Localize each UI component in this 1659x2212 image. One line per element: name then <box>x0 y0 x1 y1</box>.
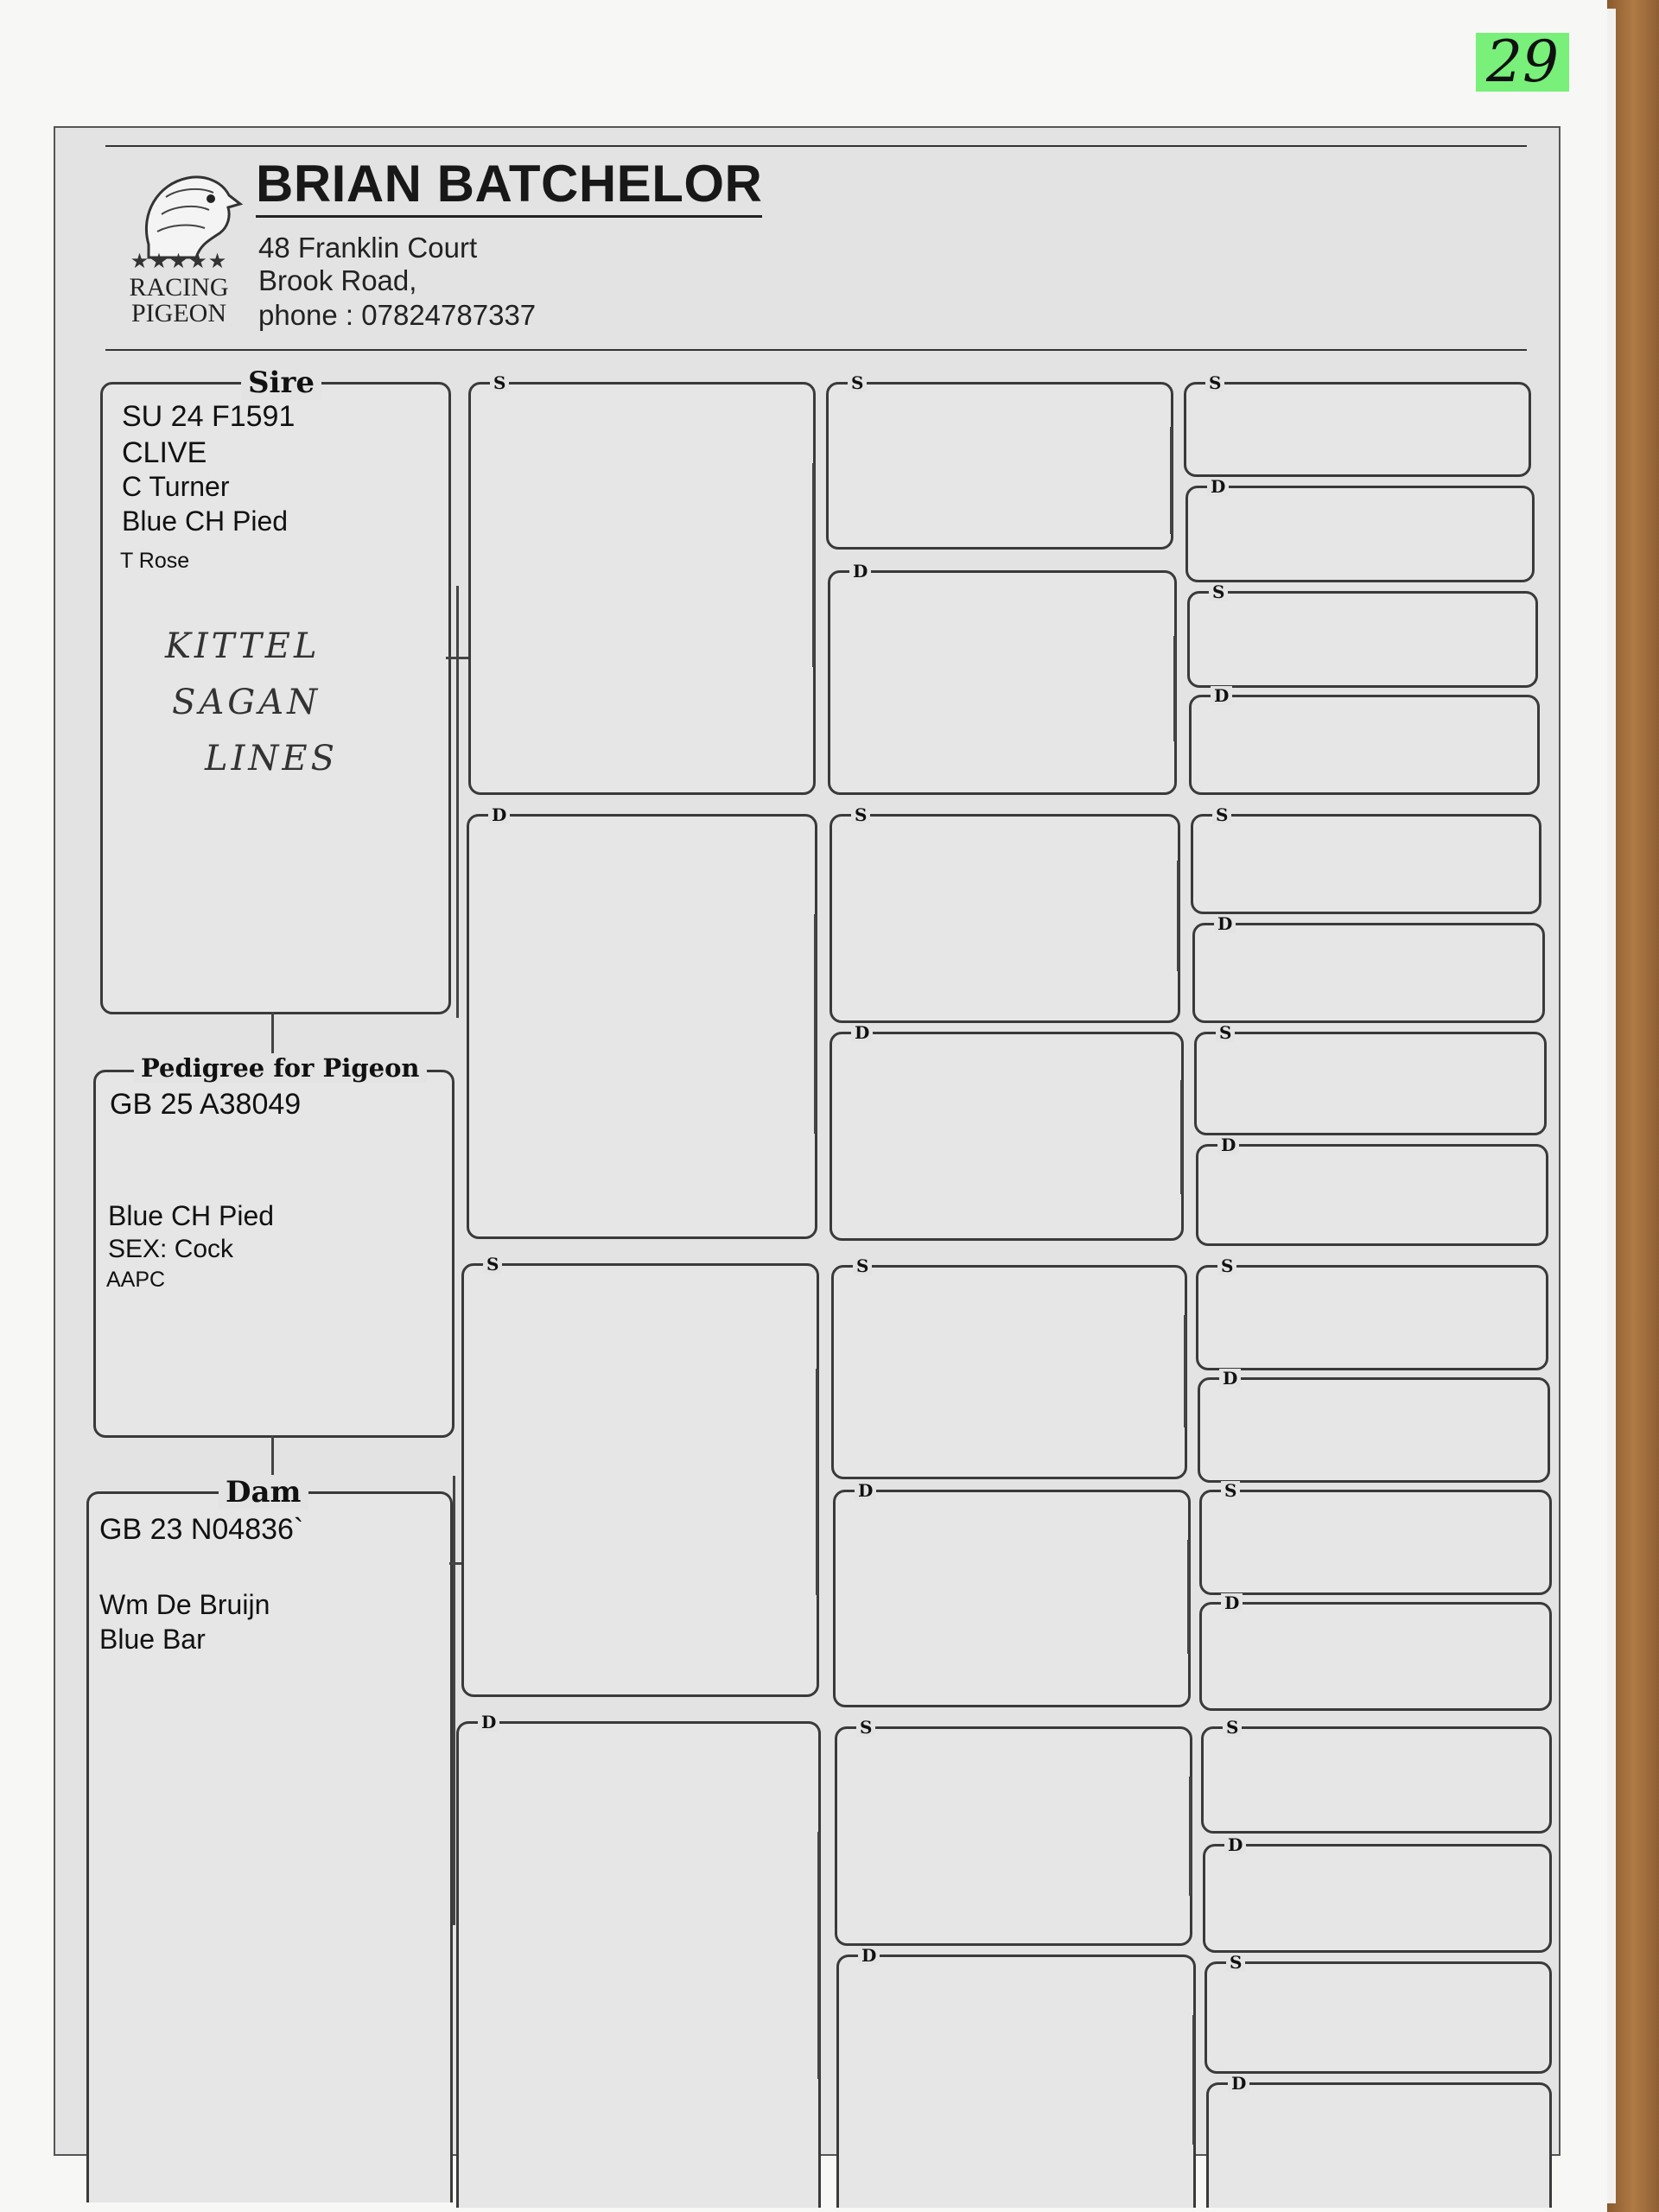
sire-marker: S <box>848 373 867 392</box>
pigeon-note: AAPC <box>106 1268 166 1292</box>
address-line-2: Brook Road, <box>258 264 417 296</box>
connector <box>1184 1315 1186 1427</box>
sire-marker: S <box>1209 582 1228 601</box>
handwritten-line-3: LINES <box>205 739 338 779</box>
sire-note: T Rose <box>120 549 190 573</box>
connector <box>1192 2015 1195 2145</box>
dam-box <box>86 1475 453 2202</box>
connector <box>816 1369 818 1595</box>
sire-pigeon-connector <box>271 1012 274 1057</box>
grandparent-box-3 <box>461 1254 819 1697</box>
dam-marker: D <box>488 805 510 824</box>
connector <box>1180 1080 1183 1194</box>
dam-marker: D <box>1217 1135 1239 1154</box>
pigeon-label: Pedigree for Pigeon <box>134 1053 427 1083</box>
dam-marker: D <box>1214 914 1236 933</box>
connector <box>812 463 815 667</box>
header-rule <box>105 349 1527 351</box>
dam-marker: D <box>1207 477 1229 496</box>
ancestor-box-3 <box>1187 582 1538 688</box>
sire-marker: S <box>856 1718 875 1737</box>
dam-marker: D <box>1228 2074 1249 2093</box>
dam-label: Dam <box>219 1475 308 1510</box>
sire-box <box>100 365 451 1014</box>
page-number-tag: 29 <box>1476 33 1569 92</box>
great-grandparent-box-1 <box>826 372 1173 550</box>
handwritten-line-2: SAGAN <box>172 683 321 722</box>
pigeon-box <box>93 1053 454 1438</box>
logo-stars: ★★★★★ <box>130 250 228 273</box>
ancestor-box-7 <box>1194 1022 1547 1135</box>
breeder-name-title: BRIAN BATCHELOR <box>256 154 762 218</box>
sire-marker: S <box>1212 805 1231 824</box>
top-rule <box>105 145 1527 147</box>
dam-marker: D <box>849 562 871 581</box>
great-grandparent-box-8 <box>836 1945 1196 2208</box>
great-grandparent-box-2 <box>828 561 1177 795</box>
ancestor-box-8 <box>1196 1135 1548 1246</box>
sire-marker: S <box>1226 1953 1245 1972</box>
dam-marker: D <box>1211 686 1232 705</box>
dam-marker: D <box>478 1713 499 1732</box>
connector <box>456 586 459 1018</box>
sire-marker: S <box>1205 373 1224 392</box>
connector <box>1170 427 1173 534</box>
ancestor-box-4 <box>1189 685 1540 795</box>
grandparent-box-1 <box>468 372 816 795</box>
sire-name: CLIVE <box>122 436 207 469</box>
ancestor-box-16 <box>1206 2073 1552 2208</box>
dam-marker: D <box>855 1481 876 1500</box>
dam-marker: D <box>1224 1835 1246 1854</box>
logo-line-pigeon: PIGEON <box>131 299 226 327</box>
ancestor-box-6 <box>1192 913 1545 1023</box>
sire-marker: S <box>1223 1718 1242 1737</box>
dam-marker: D <box>851 1023 873 1042</box>
logo-line-racing: RACING <box>129 273 229 302</box>
sire-ring: SU 24 F1591 <box>122 400 296 433</box>
sire-label: Sire <box>241 365 321 400</box>
ancestor-box-14 <box>1203 1834 1552 1953</box>
ancestor-box-10 <box>1198 1368 1550 1483</box>
pigeon-dam-connector <box>271 1435 274 1478</box>
pedigree-form <box>54 126 1560 2156</box>
dam-breeder: Wm De Bruijn <box>99 1589 270 1620</box>
grandparent-box-2 <box>467 804 817 1239</box>
connector <box>1173 636 1176 741</box>
great-grandparent-box-3 <box>830 804 1180 1023</box>
dam-ring: GB 23 N04836` <box>99 1513 304 1546</box>
ancestor-box-9 <box>1196 1255 1548 1370</box>
sire-marker: S <box>483 1255 502 1274</box>
dam-marker: D <box>858 1946 880 1965</box>
connector <box>817 1832 820 2079</box>
ancestor-box-15 <box>1205 1952 1552 2074</box>
connector <box>814 914 817 1134</box>
great-grandparent-box-7 <box>835 1717 1192 1946</box>
pigeon-ring: GB 25 A38049 <box>110 1088 302 1121</box>
connector <box>1177 861 1179 971</box>
sire-marker: S <box>1217 1256 1236 1275</box>
connector <box>1187 1540 1190 1654</box>
ancestor-box-5 <box>1191 804 1541 914</box>
handwritten-line-1: KITTEL <box>165 626 321 666</box>
grandparent-box-4 <box>456 1712 821 2208</box>
logo-text <box>114 275 244 327</box>
ancestor-box-12 <box>1199 1592 1552 1711</box>
sire-colour: Blue CH Pied <box>122 505 289 537</box>
sire-marker: S <box>490 373 509 392</box>
ancestor-box-2 <box>1185 476 1535 582</box>
dam-marker: D <box>1221 1593 1243 1612</box>
pigeon-colour: Blue CH Pied <box>108 1200 275 1231</box>
sire-breeder: C Turner <box>122 471 230 502</box>
sire-marker: S <box>851 805 870 824</box>
connector <box>1189 1777 1192 1896</box>
connector <box>449 1562 461 1565</box>
ancestor-box-1 <box>1184 372 1531 477</box>
dam-marker: D <box>1219 1369 1241 1388</box>
great-grandparent-box-4 <box>830 1022 1184 1241</box>
connector <box>453 1476 455 1925</box>
pigeon-sex: SEX: Cock <box>108 1235 234 1263</box>
great-grandparent-box-6 <box>833 1480 1191 1707</box>
sire-marker: S <box>1216 1023 1235 1042</box>
ancestor-box-11 <box>1199 1480 1552 1595</box>
sire-marker: S <box>853 1256 872 1275</box>
ancestor-box-13 <box>1201 1717 1552 1834</box>
phone-line: phone : 07824787337 <box>258 299 537 331</box>
great-grandparent-box-5 <box>831 1255 1187 1479</box>
sire-marker: S <box>1221 1481 1240 1500</box>
dam-colour: Blue Bar <box>99 1624 206 1655</box>
address-line-1: 48 Franklin Court <box>258 232 478 264</box>
